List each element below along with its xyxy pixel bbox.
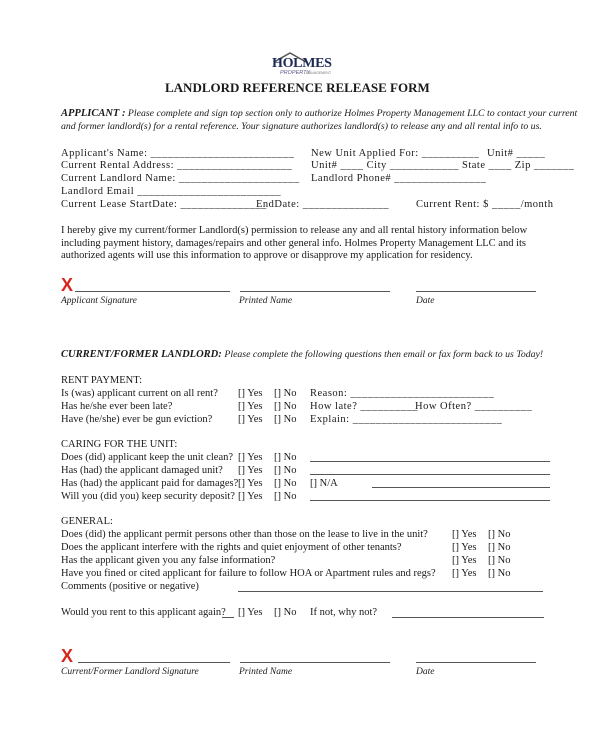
rent-again-blank bbox=[222, 617, 234, 618]
rent-again-yes-checkbox[interactable]: [] Yes bbox=[238, 607, 263, 618]
landlord-date-line[interactable] bbox=[416, 662, 536, 663]
applicant-name-field[interactable]: Applicant's Name: _________________________ bbox=[61, 148, 295, 159]
general-q3-yes-checkbox[interactable]: [] Yes bbox=[452, 555, 477, 566]
current-landlord-field[interactable]: Current Landlord Name: _____________________ bbox=[61, 173, 300, 184]
landlord-signature-line[interactable] bbox=[78, 662, 230, 663]
general-q1-no-checkbox[interactable]: [] No bbox=[488, 529, 511, 540]
applicant-instructions-text1: Please complete and sign top section only to authorize Holmes Property Management LLC to contact your current bbox=[127, 108, 578, 119]
general-q1-yes-checkbox[interactable]: [] Yes bbox=[452, 529, 477, 540]
general-q2-no-checkbox[interactable]: [] No bbox=[488, 542, 511, 553]
if-not-answer-line[interactable] bbox=[392, 617, 544, 618]
applicant-label: APPLICANT : bbox=[61, 108, 126, 119]
general-heading: GENERAL: bbox=[61, 516, 113, 527]
applicant-signature-line[interactable] bbox=[75, 291, 230, 292]
rent-q1: Is (was) applicant current on all rent? bbox=[61, 388, 218, 399]
applicant-sign-here-x: X bbox=[61, 275, 74, 295]
caring-q1-yes-checkbox[interactable]: [] Yes bbox=[238, 452, 263, 463]
general-q2-yes-checkbox[interactable]: [] Yes bbox=[452, 542, 477, 553]
caring-q2: Has (had) the applicant damaged unit? bbox=[61, 465, 223, 476]
rent-q3-yes-checkbox[interactable]: [] Yes bbox=[238, 414, 263, 425]
rent-q1-yes-checkbox[interactable]: [] Yes bbox=[238, 388, 263, 399]
general-q2: Does the applicant interfere with the rights and quiet enjoyment of other tenants? bbox=[61, 542, 402, 553]
landlord-email-field[interactable]: Landlord Email _________________________ bbox=[61, 186, 282, 197]
applicant-instructions-line1 bbox=[61, 108, 577, 120]
applicant-printed-name-line[interactable] bbox=[240, 291, 390, 292]
caring-q3: Has (had) the applicant paid for damages? bbox=[61, 478, 239, 489]
caring-q3-no-checkbox[interactable]: [] No bbox=[274, 478, 297, 489]
general-q3: Has the applicant given you any false information? bbox=[61, 555, 276, 566]
rent-reason-field[interactable]: Reason: _________________________ bbox=[310, 388, 495, 399]
rent-q1-no-checkbox[interactable]: [] No bbox=[274, 388, 297, 399]
landlord-sign-here-x: X bbox=[61, 646, 74, 666]
caring-q4-no-checkbox[interactable]: [] No bbox=[274, 491, 297, 502]
rent-q3: Have (he/she) ever be gun eviction? bbox=[61, 414, 213, 425]
landlord-printed-name-caption: Printed Name bbox=[239, 667, 293, 677]
applicant-signature-caption: Applicant Signature bbox=[61, 296, 137, 306]
rent-how-often-field[interactable]: How Often? __________ bbox=[415, 401, 533, 412]
landlord-printed-name-line[interactable] bbox=[240, 662, 390, 663]
caring-q4-yes-checkbox[interactable]: [] Yes bbox=[238, 491, 263, 502]
logo-sub: PROPERTY bbox=[280, 70, 311, 76]
new-unit-field[interactable]: New Unit Applied For: __________ bbox=[311, 148, 480, 159]
unit-city-state-zip-field[interactable]: Unit# ____ City ____________ State ____ Zip _______ bbox=[311, 160, 575, 171]
rent-q2-yes-checkbox[interactable]: [] Yes bbox=[238, 401, 263, 412]
company-logo bbox=[268, 50, 348, 78]
comments-line[interactable] bbox=[238, 591, 543, 592]
caring-q1-answer-line[interactable] bbox=[310, 461, 550, 462]
landlord-phone-field[interactable]: Landlord Phone# ________________ bbox=[311, 173, 487, 184]
general-q4: Have you fined or cited applicant for failure to follow HOA or Apartment rules and regs? bbox=[61, 568, 436, 579]
rent-q2: Has he/she ever been late? bbox=[61, 401, 173, 412]
caring-q2-yes-checkbox[interactable]: [] Yes bbox=[238, 465, 263, 476]
comments-label: Comments (positive or negative) bbox=[61, 581, 199, 592]
rent-q3-no-checkbox[interactable]: [] No bbox=[274, 414, 297, 425]
caring-q1: Does (did) applicant keep the unit clean? bbox=[61, 452, 234, 463]
lease-start-field[interactable]: Current Lease StartDate: _______________ bbox=[61, 199, 267, 210]
authorization-paragraph: I hereby give my current/former Landlord(s) permission to release any and all rental history information below including payment history, damages/repairs and other general info. Holmes Property Management LLC and its authorized agents will use this information to approve or disapprove my application for residency. bbox=[61, 225, 528, 261]
if-not-label: If not, why not? bbox=[310, 607, 378, 618]
unit-number-field[interactable]: Unit# _____ bbox=[487, 148, 546, 159]
general-q4-yes-checkbox[interactable]: [] Yes bbox=[452, 568, 477, 579]
caring-q4-answer-line[interactable] bbox=[310, 500, 550, 501]
rent-payment-heading: RENT PAYMENT: bbox=[61, 375, 143, 386]
caring-q1-no-checkbox[interactable]: [] No bbox=[274, 452, 297, 463]
caring-q2-no-checkbox[interactable]: [] No bbox=[274, 465, 297, 476]
logo-tag: MANAGEMENT bbox=[306, 71, 332, 75]
applicant-instructions-line2: and former landlord(s) for a rental reference. Your signature authorizes landlord(s) to release any and all rental info to us. bbox=[61, 121, 542, 132]
applicant-printed-name-caption: Printed Name bbox=[239, 296, 293, 306]
logo-name: HOLMES bbox=[272, 56, 332, 71]
caring-q4: Will you (did you) keep security deposit? bbox=[61, 491, 235, 502]
caring-q2-answer-line[interactable] bbox=[310, 474, 550, 475]
landlord-signature-caption: Current/Former Landlord Signature bbox=[61, 667, 199, 677]
caring-q3-yes-checkbox[interactable]: [] Yes bbox=[238, 478, 263, 489]
caring-heading: CARING FOR THE UNIT: bbox=[61, 439, 178, 450]
landlord-instructions-text: Please complete the following questions then email or fax form back to us Today! bbox=[224, 349, 544, 360]
applicant-date-line[interactable] bbox=[416, 291, 536, 292]
landlord-date-caption: Date bbox=[416, 667, 435, 677]
general-q1: Does (did) the applicant permit persons other than those on the lease to live in the unit? bbox=[61, 529, 428, 540]
form-title: LANDLORD REFERENCE RELEASE FORM bbox=[165, 80, 430, 95]
general-q3-no-checkbox[interactable]: [] No bbox=[488, 555, 511, 566]
current-rent-field[interactable]: Current Rent: $ _____/month bbox=[416, 199, 554, 210]
caring-q3-na-checkbox[interactable]: [] N/A bbox=[310, 478, 338, 489]
current-address-field[interactable]: Current Rental Address: ____________________ bbox=[61, 160, 293, 171]
rent-again-question: Would you rent to this applicant again? bbox=[61, 607, 226, 618]
rent-q2-no-checkbox[interactable]: [] No bbox=[274, 401, 297, 412]
applicant-date-caption: Date bbox=[416, 296, 435, 306]
landlord-instructions bbox=[61, 349, 543, 361]
rent-explain-field[interactable]: Explain: __________________________ bbox=[310, 414, 503, 425]
rent-how-late-field[interactable]: How late? __________ bbox=[310, 401, 418, 412]
end-date-field[interactable]: EndDate: _______________ bbox=[256, 199, 390, 210]
rent-again-no-checkbox[interactable]: [] No bbox=[274, 607, 297, 618]
landlord-label: CURRENT/FORMER LANDLORD: bbox=[61, 349, 222, 360]
general-q4-no-checkbox[interactable]: [] No bbox=[488, 568, 511, 579]
caring-q3-answer-line[interactable] bbox=[372, 487, 550, 488]
